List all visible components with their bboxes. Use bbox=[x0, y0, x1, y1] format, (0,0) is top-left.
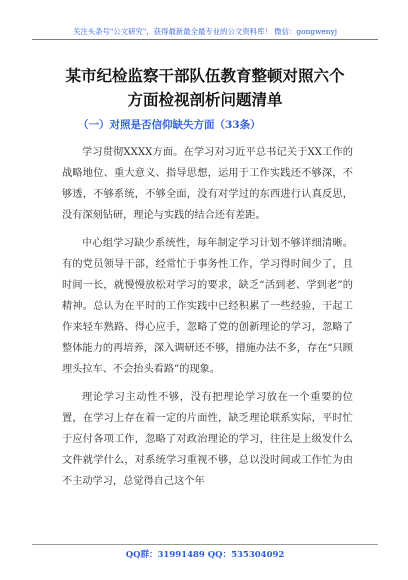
section-heading: （一）对照是否信仰缺失方面（33条） bbox=[78, 119, 261, 131]
paragraph-2: 中心组学习缺少系统性，每年制定学习计划不够详细清晰。有的党员领导干部，经常忙于事务性工作，学习得时间少了，且时间一长，就慢慢放松对学习的要求，缺乏“活到老、学到老”的精神。总认为在平时的工作实践中已经积累了一些经验，干起工作来轻车熟路、得心应手，忽略了党的创新理论的学习，忽略了整体能力的再培养，深入调研还不够，措施办法不多，存在“只顾埋头拉车、不会抬头看路”的现象。 bbox=[62, 238, 353, 375]
body-text bbox=[62, 142, 353, 499]
title-line-2: 方面检视剖析问题清单 bbox=[127, 90, 283, 109]
header-banner: 关注头条号"公文研究"，获得最新最全最专业的公文资料库！ 微信：gongwenyj bbox=[72, 27, 338, 36]
paragraph-3: 理论学习主动性不够，没有把理论学习放在一个重要的位置，在学习上存在着一定的片面性，缺乏理论联系实际，平时忙于应付各项工作，忽略了对政治理论的学习，往往是上级发什么文件就学什么，对系统学习重视不够，总以没时间或工作忙为由不主动学习，总觉得自己这个年 bbox=[62, 392, 353, 487]
document-title bbox=[40, 64, 370, 112]
footer-contact: QQ群：31991489 QQ：535304092 bbox=[125, 550, 285, 560]
title-line-1: 某市纪检监察干部队伍教育整顿对照六个 bbox=[65, 66, 345, 85]
footer-rule bbox=[32, 544, 378, 545]
paragraph-1: 学习贯彻XXXX方面。在学习对习近平总书记关于XX工作的战略地位、重大意义、指导思想，运用于工作实践还不够深，不够透，不够系统，不够全面，没有对学过的东西进行认真反思，没有深刻钻研，理论与实践的结合还有差距。 bbox=[62, 147, 353, 221]
header-rule bbox=[32, 39, 378, 40]
